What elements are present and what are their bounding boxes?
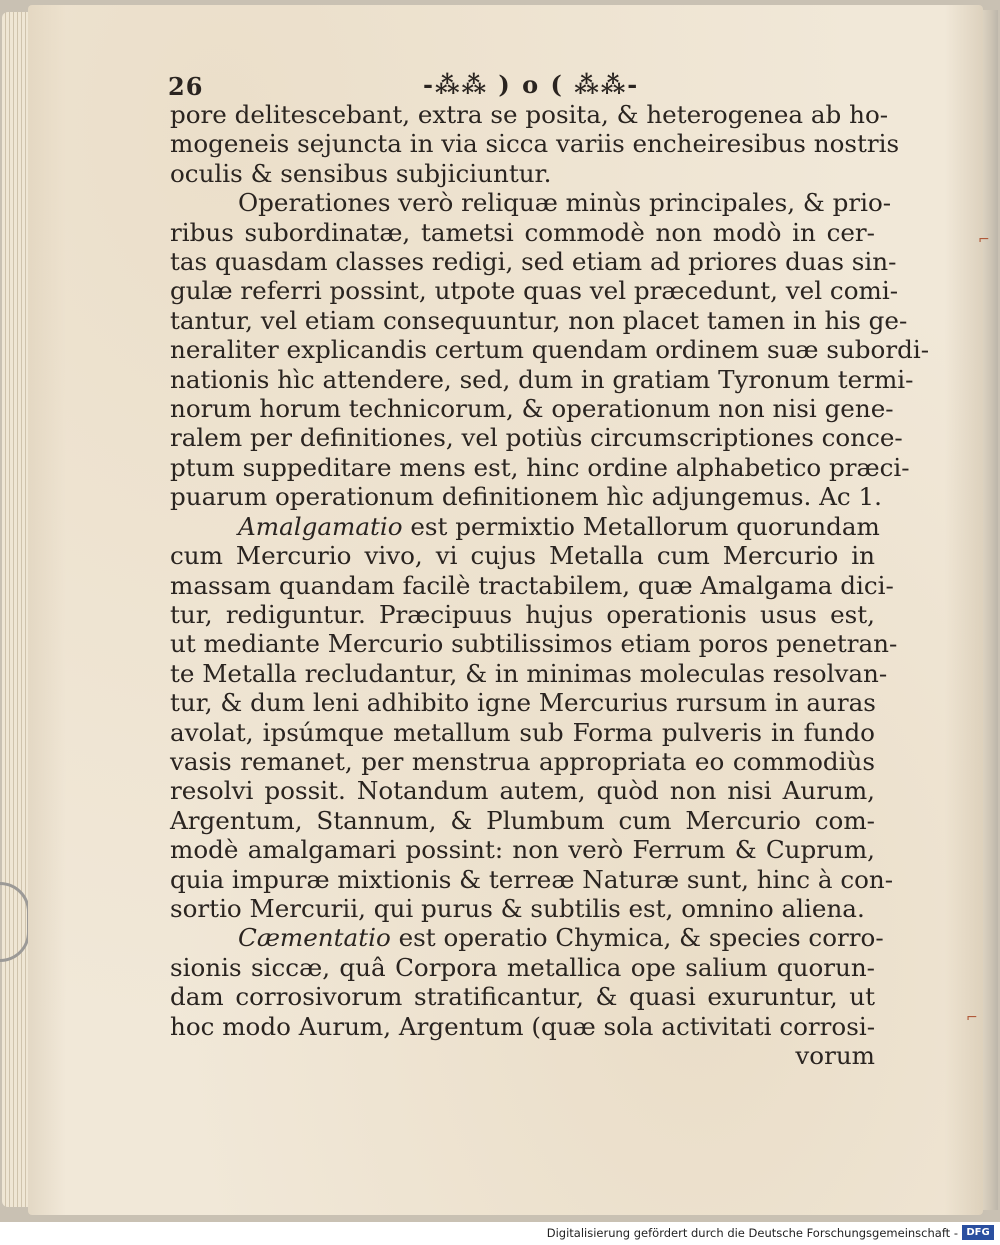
paragraph-caementatio-first-line	[170, 923, 884, 953]
footer-bar	[0, 1222, 1000, 1245]
page-number: 26	[168, 72, 204, 101]
text-line: massam quandam facilè tractabilem, quæ Amalgama dici-	[170, 570, 894, 600]
text-line: te Metalla recludantur, & in minimas moleculas resolvan-	[170, 658, 888, 688]
text-line: cum Mercurio vivo, vi cujus Metalla cum Mercurio in	[170, 541, 875, 571]
text-line: Operationes verò reliquæ minùs principales, & prio-	[238, 188, 892, 218]
text-line: tantur, vel etiam consequuntur, non placet tamen in his ge-	[170, 305, 908, 335]
text-fragment: est permixtio Metallorum quorundam	[402, 511, 880, 541]
text-line: tas quasdam classes redigi, sed etiam ad priores duas sin-	[170, 247, 897, 277]
text-line: norum horum technicorum, & operationum non nisi gene-	[170, 394, 894, 424]
margin-marker-icon: ⌐	[966, 1010, 978, 1026]
text-line: mogeneis sejuncta in via sicca variis encheiresibus nostris	[170, 129, 900, 159]
text-line: vasis remanet, per menstrua appropriata eo commodiùs	[170, 746, 875, 776]
text-line: ralem per definitiones, vel potiùs circumscriptiones conce-	[170, 423, 903, 453]
text-line: sionis siccæ, quâ Corpora metallica ope salium quorun-	[170, 952, 875, 982]
text-line: puarum operationum definitionem hìc adjungemus. Ac 1.	[170, 482, 882, 512]
head-ornament: -⁂⁂ ) o ( ⁂⁂-	[423, 70, 640, 99]
text-line: pore delitescebant, extra se posita, & heterogenea ab ho-	[170, 100, 889, 129]
text-line: hoc modo Aurum, Argentum (quæ sola activitati corrosi-	[170, 1011, 876, 1041]
text-line: resolvi possit. Notandum autem, quòd non nisi Aurum,	[170, 776, 875, 806]
catchword: vorum	[795, 1041, 875, 1070]
text-line: gulæ referri possint, utpote quas vel præcedunt, vel comi-	[170, 276, 899, 306]
text-line: neraliter explicandis certum quendam ordinem suæ subordi-	[170, 335, 930, 365]
text-line: modè amalgamari possint: non verò Ferrum & Cuprum,	[170, 835, 875, 865]
term-caementatio: Cæmentatio	[238, 923, 391, 953]
text-line: ribus subordinatæ, tametsi commodè non modò in cer-	[170, 217, 875, 247]
text-line: Argentum, Stannum, & Plumbum cum Mercurio com-	[170, 805, 875, 835]
text-line: nationis hìc attendere, sed, dum in gratiam Tyronum termi-	[170, 364, 914, 394]
text-line: ut mediante Mercurio subtilissimos etiam poros penetran-	[170, 629, 898, 659]
paragraph-amalgamatio-first-line	[170, 511, 880, 541]
text-line: avolat, ipsúmque metallum sub Forma pulveris in fundo	[170, 717, 875, 747]
text-line: oculis & sensibus subjiciuntur.	[170, 158, 552, 188]
term-amalgamatio: Amalgamatio	[238, 511, 403, 541]
dfg-credit: Digitalisierung gefördert durch die Deutsche Forschungsgemeinschaft -	[546, 1226, 958, 1240]
margin-marker-icon: ⌐	[978, 232, 990, 248]
text-line: ptum suppeditare mens est, hinc ordine alphabetico præci-	[170, 452, 910, 482]
text-line: tur, rediguntur. Præcipuus hujus operationis usus est,	[170, 599, 875, 629]
text-line: quia impuræ mixtionis & terreæ Naturæ sunt, hinc à con-	[170, 864, 894, 894]
text-line: sortio Mercurii, qui purus & subtilis est, omnino aliena.	[170, 893, 865, 923]
text-line: tur, & dum leni adhibito igne Mercurius rursum in auras	[170, 688, 876, 718]
text-line: dam corrosivorum stratificantur, & quasi exuruntur, ut	[170, 982, 875, 1012]
body-text	[170, 100, 930, 1070]
dfg-logo-icon: DFG	[962, 1225, 994, 1240]
text-fragment: est operatio Chymica, & species corro-	[390, 923, 884, 953]
